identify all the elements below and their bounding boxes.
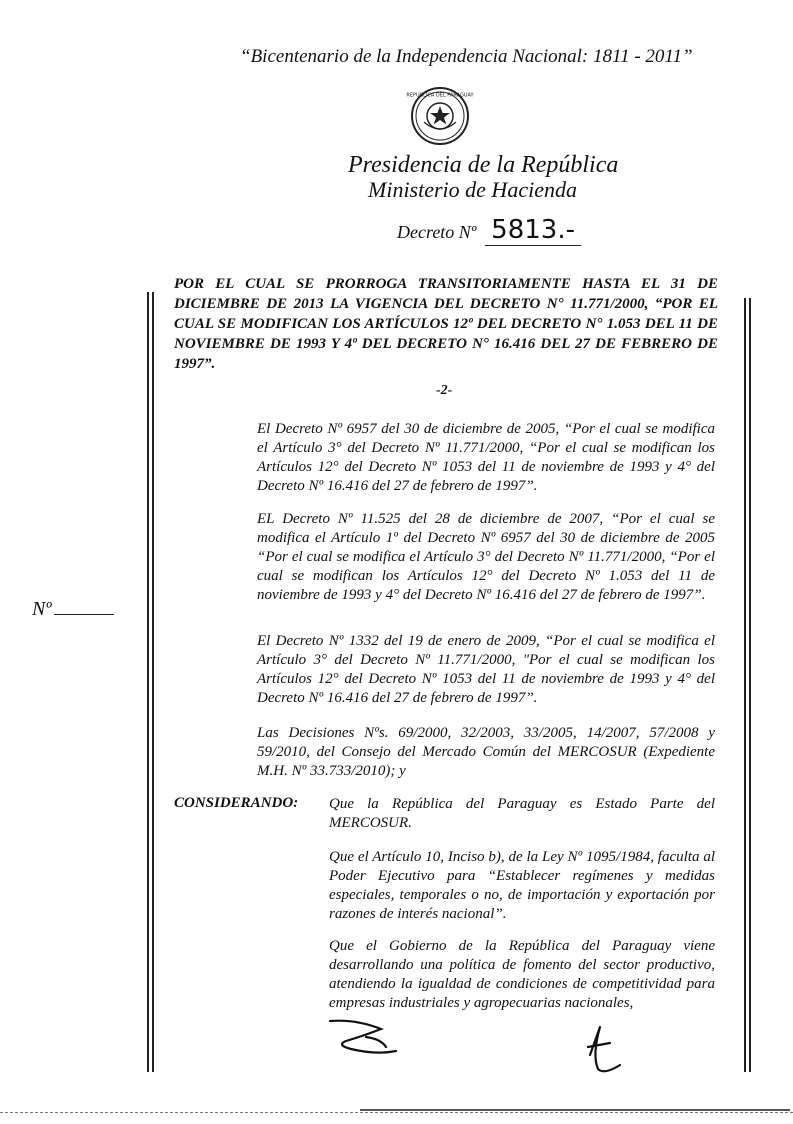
bottom-scan-edge: [0, 1112, 793, 1114]
presidency-heading: Presidencia de la República: [348, 152, 619, 178]
visto-paragraph-1: El Decreto Nº 6957 del 30 de diciembre de 2005, “Por el cual se modifica el Artículo 3° del Decreto Nº 11.771/2000, “Por el cual se modifican los Artículos 12° del Decreto Nº 1053 del 11 de noviembre de 1993 y 4° del Decreto Nº 16.416 del 27 de febrero de 1997”.: [257, 421, 715, 494]
bottom-scan-edge-solid: [360, 1109, 790, 1111]
decree-label: Decreto Nº: [397, 222, 477, 242]
signature-initials-left: [326, 1015, 416, 1060]
considerando-paragraph-1: Que la República del Paraguay es Estado Parte del MERCOSUR.: [329, 796, 715, 831]
visto-paragraph-2: EL Decreto Nº 11.525 del 28 de diciembre de 2007, “Por el cual se modifica el Artículo 1º del Decreto Nº 6957 del 30 de diciembre de 2005 “Por el cual se modifica el Artículo 3° del Decreto Nº 11.771/2000, “Por el cual se modifican los Artículos 12° del Decreto Nº 1.053 del 11 de noviembre de 1993 y 4° del Decreto Nº 16.416 del 27 de febrero de 1997”.: [257, 511, 715, 603]
page-number: -2-: [436, 383, 453, 398]
left-margin-rule-inner: [152, 292, 154, 1072]
visto-paragraph-3: El Decreto Nº 1332 del 19 de enero de 2009, “Por el cual se modifica el Artículo 3° del Decreto Nº 11.771/2000, "Por el cual se modifican los Artículos 12° del Decreto Nº 1053 del 11 de noviembre de 1993 y 4° del Decreto Nº 16.416 del 27 de febrero de 1997”.: [257, 633, 715, 706]
seal-text: REPUBLICA DEL PARAGUAY: [406, 92, 474, 99]
decree-number: 5813.-: [485, 215, 581, 246]
considerando-label: CONSIDERANDO:: [174, 795, 299, 811]
margin-number-field: [32, 598, 114, 621]
considerando-paragraph-2: Que el Artículo 10, Inciso b), de la Ley Nº 1095/1984, faculta al Poder Ejecutivo para “Establecer regímenes y medidas especiales, temporales o no, de importación y exportación por razones de interés nacional”.: [329, 849, 715, 922]
decree-title: POR EL CUAL SE PRORROGA TRANSITORIAMENTE HASTA EL 31 DE DICIEMBRE DE 2013 LA VIGENCIA DEL DECRETO N° 11.771/2000, “POR EL CUAL SE MODIFICAN LOS ARTÍCULOS 12º DEL DECRETO N° 1.053 DEL 11 DE NOVIEMBRE DE 1993 Y 4º DEL DECRETO N° 16.416 DEL 27 DE FEBRERO DE 1997”.: [174, 276, 718, 372]
margin-number-label: Nº: [32, 598, 52, 620]
national-seal-icon: [406, 86, 474, 146]
margin-number-blank: [54, 614, 114, 615]
bicentennial-motto: “Bicentenario de la Independencia Nacional: 1811 - 2011”: [240, 46, 693, 67]
decree-number-line: [397, 215, 581, 246]
visto-paragraph-4: Las Decisiones Nºs. 69/2000, 32/2003, 33/2005, 14/2007, 57/2008 y 59/2010, del Consejo del Mercado Común del MERCOSUR (Expediente M.H. Nº 33.733/2010); y: [257, 725, 715, 779]
considerando-paragraph-3: Que el Gobierno de la República del Paraguay viene desarrollando una política de fomento del sector productivo, atendiendo la igualdad de condiciones de competitividad para empresas industriales y agropecuarias nacionales,: [329, 938, 715, 1011]
right-margin-rule-inner: [744, 298, 746, 1072]
left-margin-rule-outer: [147, 292, 149, 1072]
right-margin-rule-outer: [749, 298, 751, 1072]
ministry-heading: Ministerio de Hacienda: [368, 177, 577, 202]
signature-initials-right: [580, 1025, 635, 1075]
